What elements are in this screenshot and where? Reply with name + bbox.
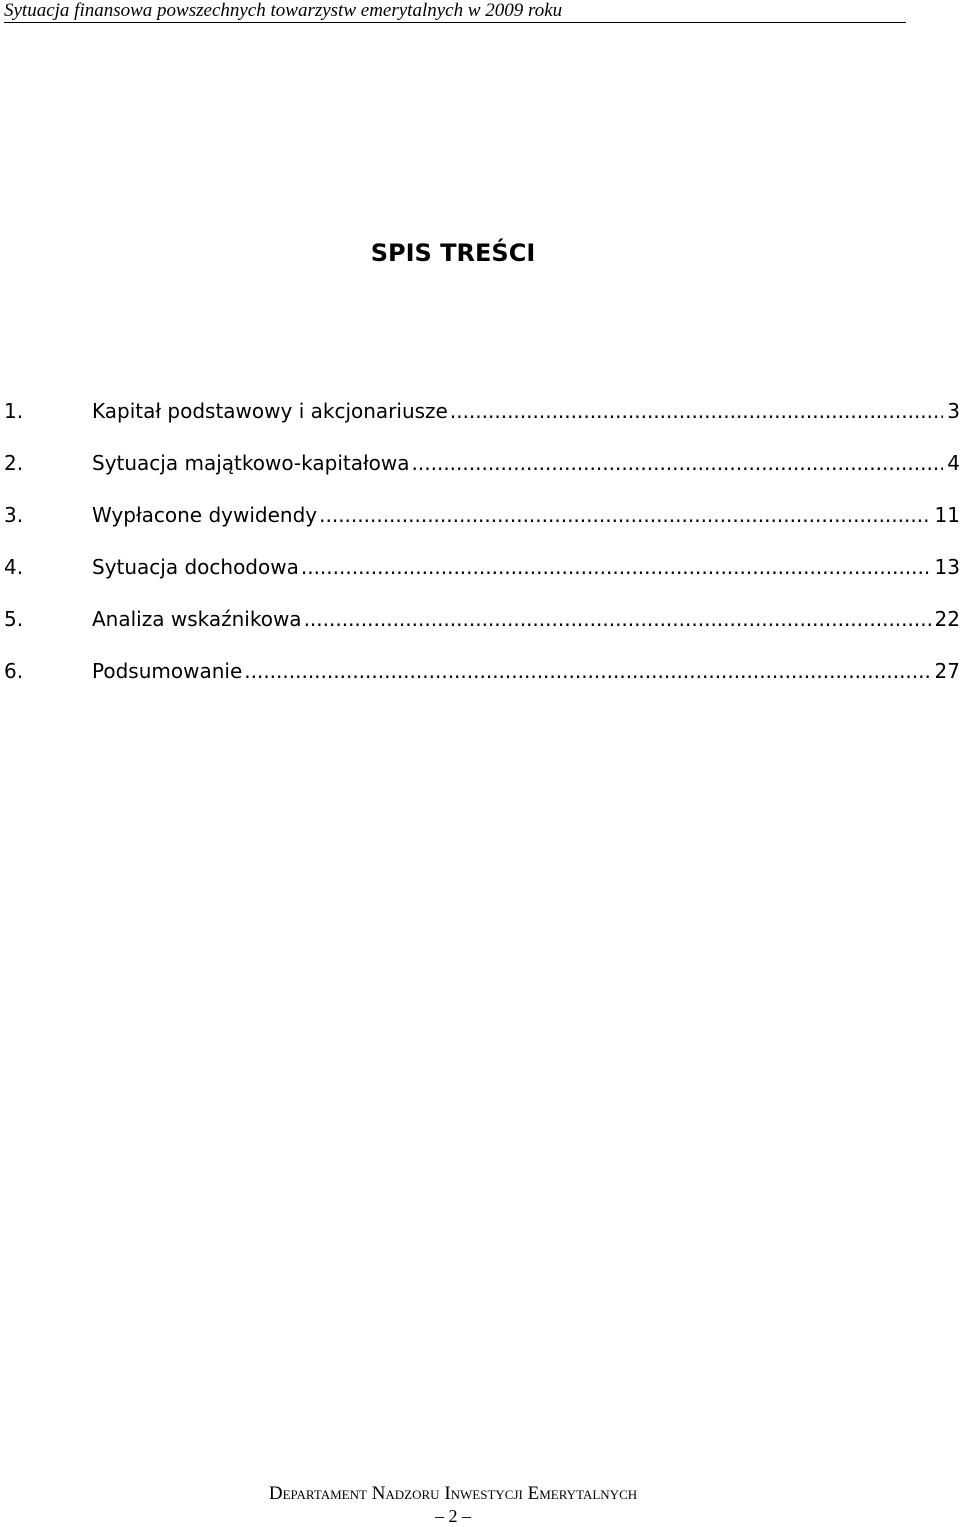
toc-entry[interactable] <box>4 657 960 709</box>
toc-entry-number: 1. <box>4 399 24 423</box>
toc-entry-page[interactable]: 11 <box>934 503 960 527</box>
toc-entry-number: 5. <box>4 607 24 631</box>
toc-title: SPIS TREŚCI <box>370 239 536 267</box>
toc-entry-number: 4. <box>4 555 24 579</box>
toc-entry-number: 3. <box>4 503 24 527</box>
toc-entry-title[interactable]: Kapitał podstawowy i akcjonariusze <box>92 399 448 423</box>
toc-entry-title[interactable]: Sytuacja majątkowo-kapitałowa <box>92 451 410 475</box>
toc-entry[interactable] <box>4 449 960 501</box>
toc-entry[interactable] <box>4 397 960 449</box>
toc-dot-leader <box>412 449 944 477</box>
toc-entry-page[interactable]: 27 <box>934 659 960 683</box>
toc-dot-leader <box>304 605 931 633</box>
toc-entry-title[interactable]: Podsumowanie <box>92 659 243 683</box>
footer-department: Departament Nadzoru Inwestycji Emerytalnych <box>268 1483 638 1504</box>
toc-entry-title[interactable]: Analiza wskaźnikowa <box>92 607 302 631</box>
toc-entry[interactable] <box>4 501 960 553</box>
toc-entry-title[interactable]: Sytuacja dochodowa <box>92 555 299 579</box>
toc-entry-number: 6. <box>4 659 24 683</box>
toc-dot-leader <box>319 501 930 529</box>
toc-dot-leader <box>301 553 931 581</box>
toc-entry-number: 2. <box>4 451 24 475</box>
table-of-contents <box>4 397 960 709</box>
running-header: Sytuacja finansowa powszechnych towarzystw emerytalnych w 2009 roku <box>4 0 906 23</box>
toc-dot-leader <box>244 657 930 685</box>
toc-dot-leader <box>450 397 943 425</box>
toc-entry-page[interactable]: 4 <box>947 451 960 475</box>
toc-entry-page[interactable]: 13 <box>934 555 960 579</box>
footer-page-number: – 2 – <box>435 1506 471 1526</box>
toc-entry[interactable] <box>4 605 960 657</box>
toc-entry-page[interactable]: 3 <box>947 399 960 423</box>
toc-entry-page[interactable]: 22 <box>934 607 960 631</box>
toc-entry-title[interactable]: Wypłacone dywidendy <box>92 503 318 527</box>
toc-entry[interactable] <box>4 553 960 605</box>
